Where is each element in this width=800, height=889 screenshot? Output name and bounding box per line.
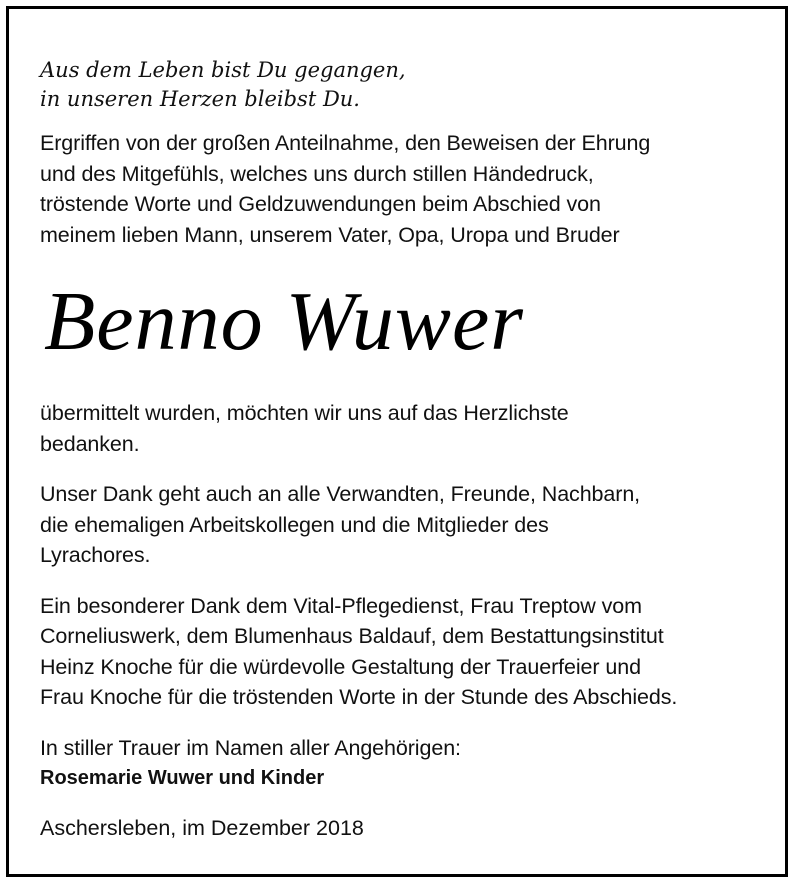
thanks-line: übermittelt wurden, möchten wir uns auf das Herzlichste	[40, 401, 569, 425]
obituary-notice	[40, 56, 770, 843]
place-date: Aschersleben, im Dezember 2018	[40, 816, 364, 840]
intro-line: Ergriffen von der großen Anteilnahme, den Beweisen der Ehrung	[40, 131, 651, 155]
thanks-paragraph	[40, 398, 770, 459]
motto	[40, 56, 770, 114]
intro-line: tröstende Worte und Geldzuwendungen beim Abschied von	[40, 192, 601, 216]
intro-line: und des Mitgefühls, welches uns durch stillen Händedruck,	[40, 161, 594, 186]
relatives-paragraph	[40, 479, 770, 571]
relatives-line: Unser Dank geht auch an alle Verwandten, Freunde, Nachbarn,	[40, 482, 641, 506]
motto-line: in unseren Herzen bleibst Du.	[40, 87, 360, 111]
mourning-line: In stiller Trauer im Namen aller Angehörigen:	[40, 735, 461, 760]
intro-line: meinem lieben Mann, unserem Vater, Opa, Uropa und Bruder	[40, 222, 620, 247]
special-thanks-line: Heinz Knoche für die würdevolle Gestaltung der Trauerfeier und	[40, 654, 641, 679]
special-thanks-paragraph	[40, 591, 770, 713]
motto-line: Aus dem Leben bist Du gegangen,	[40, 58, 406, 82]
relatives-line: die ehemaligen Arbeitskollegen und die Mitglieder des	[40, 512, 549, 537]
deceased-name: Benno Wuwer	[44, 275, 524, 368]
signer-name: Rosemarie Wuwer und Kinder	[40, 767, 325, 789]
special-thanks-line: Corneliuswerk, dem Blumenhaus Baldauf, dem Bestattungsinstitut	[40, 624, 664, 648]
thanks-line: bedanken.	[40, 431, 140, 456]
relatives-line: Lyrachores.	[40, 543, 151, 567]
special-thanks-line: Ein besonderer Dank dem Vital-Pflegedienst, Frau Treptow vom	[40, 593, 642, 618]
special-thanks-line: Frau Knoche für die tröstenden Worte in der Stunde des Abschieds.	[40, 685, 678, 709]
intro-paragraph	[40, 128, 770, 250]
